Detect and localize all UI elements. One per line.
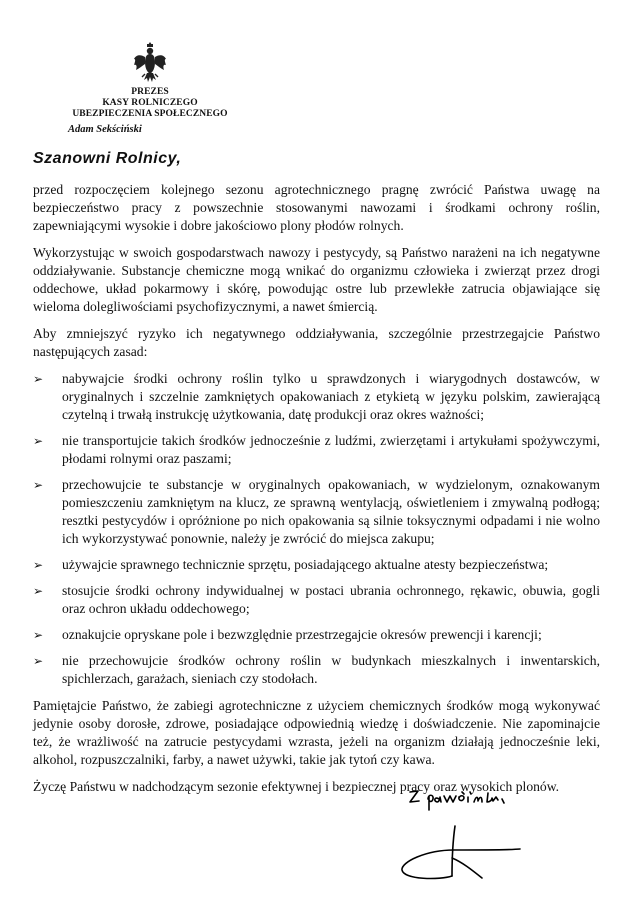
arrowhead-bullet-icon: ➢ bbox=[33, 372, 44, 386]
president-name: Adam Sekściński bbox=[68, 124, 142, 135]
arrowhead-bullet-icon: ➢ bbox=[33, 628, 44, 642]
reminder-paragraph: Pamiętajcie Państwo, że zabiegi agrotechniczne z użyciem chemicznych środków mogą wykonywać jedynie osoby dorosłe, zdrowe, posiadające odpowiednią wiedzę i doświadczenie. Nie zapominajcie też, że wrażliwość na zatrucie pestycydami wzrasta, jeżeli na organizm działają jednocześnie leki, alkohol, rozpuszczalniki, farby, a nawet używki, takie jak tytoń czy kawa. bbox=[33, 698, 600, 767]
rule-text: stosujcie środki ochrony indywidualnej w postaci ubrania ochronnego, rękawic, obuwia, gogli oraz ochron układu oddechowego; bbox=[62, 583, 600, 616]
arrowhead-bullet-icon: ➢ bbox=[33, 478, 44, 492]
risk-paragraph: Wykorzystując w swoich gospodarstwach nawozy i pestycydy, są Państwo narażeni na ich negatywne oddziaływanie. Substancje chemiczne mogą wnikać do organizmu człowieka i zwierząt przez drogi oddechowe, układ pokarmowy i skórę, powodując ostre lub przewlekłe zatrucia objawiające się wieloma dolegliwościami psychofizycznymi, a nawet śmiercią. bbox=[33, 245, 600, 314]
list-item bbox=[33, 556, 600, 574]
list-item bbox=[33, 476, 600, 548]
arrowhead-bullet-icon: ➢ bbox=[33, 584, 44, 598]
list-item bbox=[33, 652, 600, 688]
letter-body bbox=[33, 181, 600, 805]
arrowhead-bullet-icon: ➢ bbox=[33, 434, 44, 448]
arrowhead-bullet-icon: ➢ bbox=[33, 558, 44, 572]
office-title bbox=[0, 87, 300, 120]
rule-text: używajcie sprawnego technicznie sprzętu, posiadającego aktualne atesty bezpieczeństwa; bbox=[62, 557, 549, 572]
rule-text: oznakujcie opryskane pole i bezwzględnie przestrzegajcie okresów prewencji i karencji; bbox=[62, 627, 542, 642]
rule-text: nie przechowujcie środków ochrony roślin w budynkach mieszkalnych i inwentarskich, spichlerzach, garażach, sieniach czy stodołach. bbox=[62, 653, 600, 686]
rule-text: przechowujcie te substancje w oryginalnych opakowaniach, w wydzielonym, oznakowanym pomieszczeniu zamkniętym na klucz, ze sprawną wentylacją, oświetleniem i zmywalną podłogą; resztki pestycydów i opróżnione po nich opakowania są silnie toksycznymi odpadami i nie wolno ich wykorzystywać ponownie, należy je zwrócić do miejsca zakupu; bbox=[62, 477, 600, 546]
rules-intro-paragraph: Aby zmniejszyć ryzyko ich negatywnego oddziaływania, szczególnie przestrzegajcie Państwo następujących zasad: bbox=[33, 326, 600, 359]
list-item bbox=[33, 370, 600, 424]
list-item bbox=[33, 626, 600, 644]
office-line: PREZES bbox=[131, 87, 169, 97]
rule-text: nie transportujcie takich środków jednocześnie z ludźmi, zwierzętami i artykułami spożywczymi, płodami rolnymi oraz paszami; bbox=[62, 433, 600, 466]
list-item bbox=[33, 432, 600, 468]
rule-text: nabywajcie środki ochrony roślin tylko u sprawdzonych i wiarygodnych dostawców, w oryginalnych i szczelnie zamkniętych opakowaniach z etykietą w języku polskim, zawierającą czytelną i trwałą instrukcję użytkowania, datę produkcji oraz okres ważności; bbox=[62, 371, 600, 422]
wishes-paragraph: Życzę Państwu w nadchodzącym sezonie efektywnej i bezpiecznej pracy oraz wysokich plonów. bbox=[33, 779, 560, 794]
white-eagle-emblem-icon bbox=[132, 40, 168, 84]
arrowhead-bullet-icon: ➢ bbox=[33, 654, 44, 668]
letterhead bbox=[0, 40, 300, 120]
salutation: Szanowni Rolnicy, bbox=[33, 150, 182, 167]
safety-rules-list bbox=[33, 370, 600, 688]
handwritten-signature bbox=[392, 788, 532, 900]
intro-paragraph: przed rozpoczęciem kolejnego sezonu agrotechnicznego pragnę zwrócić Państwa uwagę na bezpieczeństwo pracy z powszechnie stosowanymi nawozami i środkami ochrony roślin, zapewniającymi wysokie i dobre jakościowo plony płodów rolnych. bbox=[33, 182, 600, 233]
office-line: KASY ROLNICZEGO bbox=[102, 98, 198, 108]
office-line: UBEZPIECZENIA SPOŁECZNEGO bbox=[72, 109, 228, 119]
list-item bbox=[33, 582, 600, 618]
